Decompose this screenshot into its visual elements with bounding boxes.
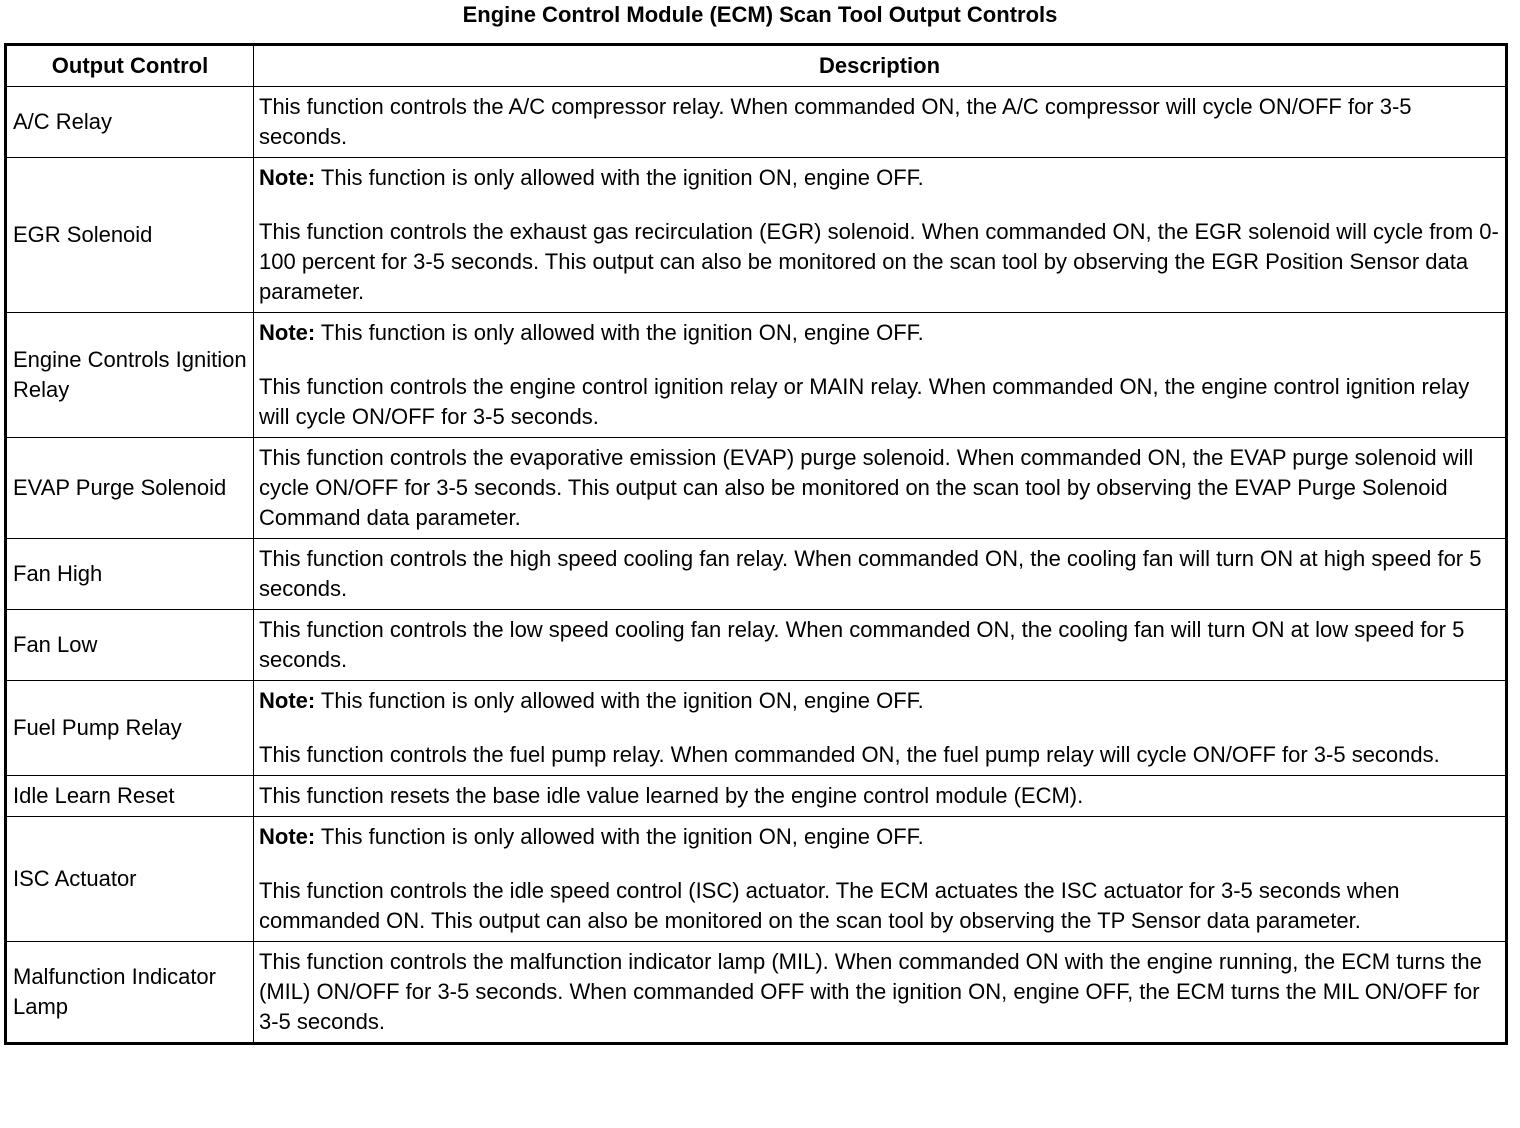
- description-cell: [254, 681, 1507, 776]
- description-text: This function controls the fuel pump relay. When commanded ON, the fuel pump relay will cycle ON/OFF for 3-5 seconds.: [259, 742, 1440, 767]
- description-cell: [254, 313, 1507, 438]
- output-control-cell: Fan High: [6, 539, 254, 610]
- table-row: [6, 817, 1507, 942]
- note: [259, 686, 1501, 716]
- output-control-cell: A/C Relay: [6, 87, 254, 158]
- table-row: [6, 942, 1507, 1044]
- description-cell: This function controls the malfunction indicator lamp (MIL). When commanded ON with the engine running, the ECM turns the (MIL) ON/OFF for 3-5 seconds. When commanded OFF with the ignition ON, engine OFF, the ECM turns the MIL ON/OFF for 3-5 seconds.: [254, 942, 1507, 1044]
- table-row: [6, 87, 1507, 158]
- output-control-cell: ISC Actuator: [6, 817, 254, 942]
- description-cell: [254, 158, 1507, 313]
- output-control-cell: Engine Controls Ignition Relay: [6, 313, 254, 438]
- note-label: Note:: [259, 824, 316, 849]
- output-control-cell: Idle Learn Reset: [6, 776, 254, 817]
- output-control-cell: Fuel Pump Relay: [6, 681, 254, 776]
- note: [259, 822, 1501, 852]
- description-cell: This function controls the A/C compressor relay. When commanded ON, the A/C compressor will cycle ON/OFF for 3-5 seconds.: [254, 87, 1507, 158]
- note-text: This function is only allowed with the ignition ON, engine OFF.: [315, 320, 924, 345]
- table-row: [6, 610, 1507, 681]
- note-label: Note:: [259, 320, 316, 345]
- output-controls-table: [4, 43, 1508, 1045]
- note: [259, 318, 1501, 348]
- table-row: [6, 438, 1507, 539]
- table-row: [6, 158, 1507, 313]
- note: [259, 163, 1501, 193]
- description-text: This function controls the engine control ignition relay or MAIN relay. When commanded ON, the engine control ignition relay will cycle ON/OFF for 3-5 seconds.: [259, 374, 1470, 429]
- output-control-cell: Fan Low: [6, 610, 254, 681]
- description-cell: This function resets the base idle value learned by the engine control module (ECM).: [254, 776, 1507, 817]
- table-row: [6, 313, 1507, 438]
- note-text: This function is only allowed with the ignition ON, engine OFF.: [315, 824, 924, 849]
- table-title: Engine Control Module (ECM) Scan Tool Output Controls: [462, 2, 1058, 27]
- table-row: [6, 681, 1507, 776]
- note-label: Note:: [259, 688, 316, 713]
- description-cell: This function controls the high speed cooling fan relay. When commanded ON, the cooling fan will turn ON at high speed for 5 seconds.: [254, 539, 1507, 610]
- note-text: This function is only allowed with the ignition ON, engine OFF.: [315, 165, 924, 190]
- output-control-cell: EGR Solenoid: [6, 158, 254, 313]
- table-row: [6, 539, 1507, 610]
- output-control-cell: Malfunction Indicator Lamp: [6, 942, 254, 1044]
- description-cell: This function controls the evaporative emission (EVAP) purge solenoid. When commanded ON, the EVAP purge solenoid will cycle ON/OFF for 3-5 seconds. This output can also be monitored on the scan tool by observing the EVAP Purge Solenoid Command data parameter.: [254, 438, 1507, 539]
- description-text: This function controls the idle speed control (ISC) actuator. The ECM actuates the ISC actuator for 3-5 seconds when commanded ON. This output can also be monitored on the scan tool by observing the TP Sensor data parameter.: [259, 878, 1400, 933]
- header-output-control: Output Control: [6, 45, 254, 87]
- description-text: This function controls the exhaust gas recirculation (EGR) solenoid. When commanded ON, the EGR solenoid will cycle from 0-100 percent for 3-5 seconds. This output can also be monitored on the scan tool by observing the EGR Position Sensor data parameter.: [259, 219, 1499, 304]
- table-header-row: [6, 45, 1507, 87]
- table-row: [6, 776, 1507, 817]
- description-cell: This function controls the low speed cooling fan relay. When commanded ON, the cooling fan will turn ON at low speed for 5 seconds.: [254, 610, 1507, 681]
- output-control-cell: EVAP Purge Solenoid: [6, 438, 254, 539]
- header-description: Description: [254, 45, 1507, 87]
- note-text: This function is only allowed with the ignition ON, engine OFF.: [315, 688, 924, 713]
- description-cell: [254, 817, 1507, 942]
- note-label: Note:: [259, 165, 316, 190]
